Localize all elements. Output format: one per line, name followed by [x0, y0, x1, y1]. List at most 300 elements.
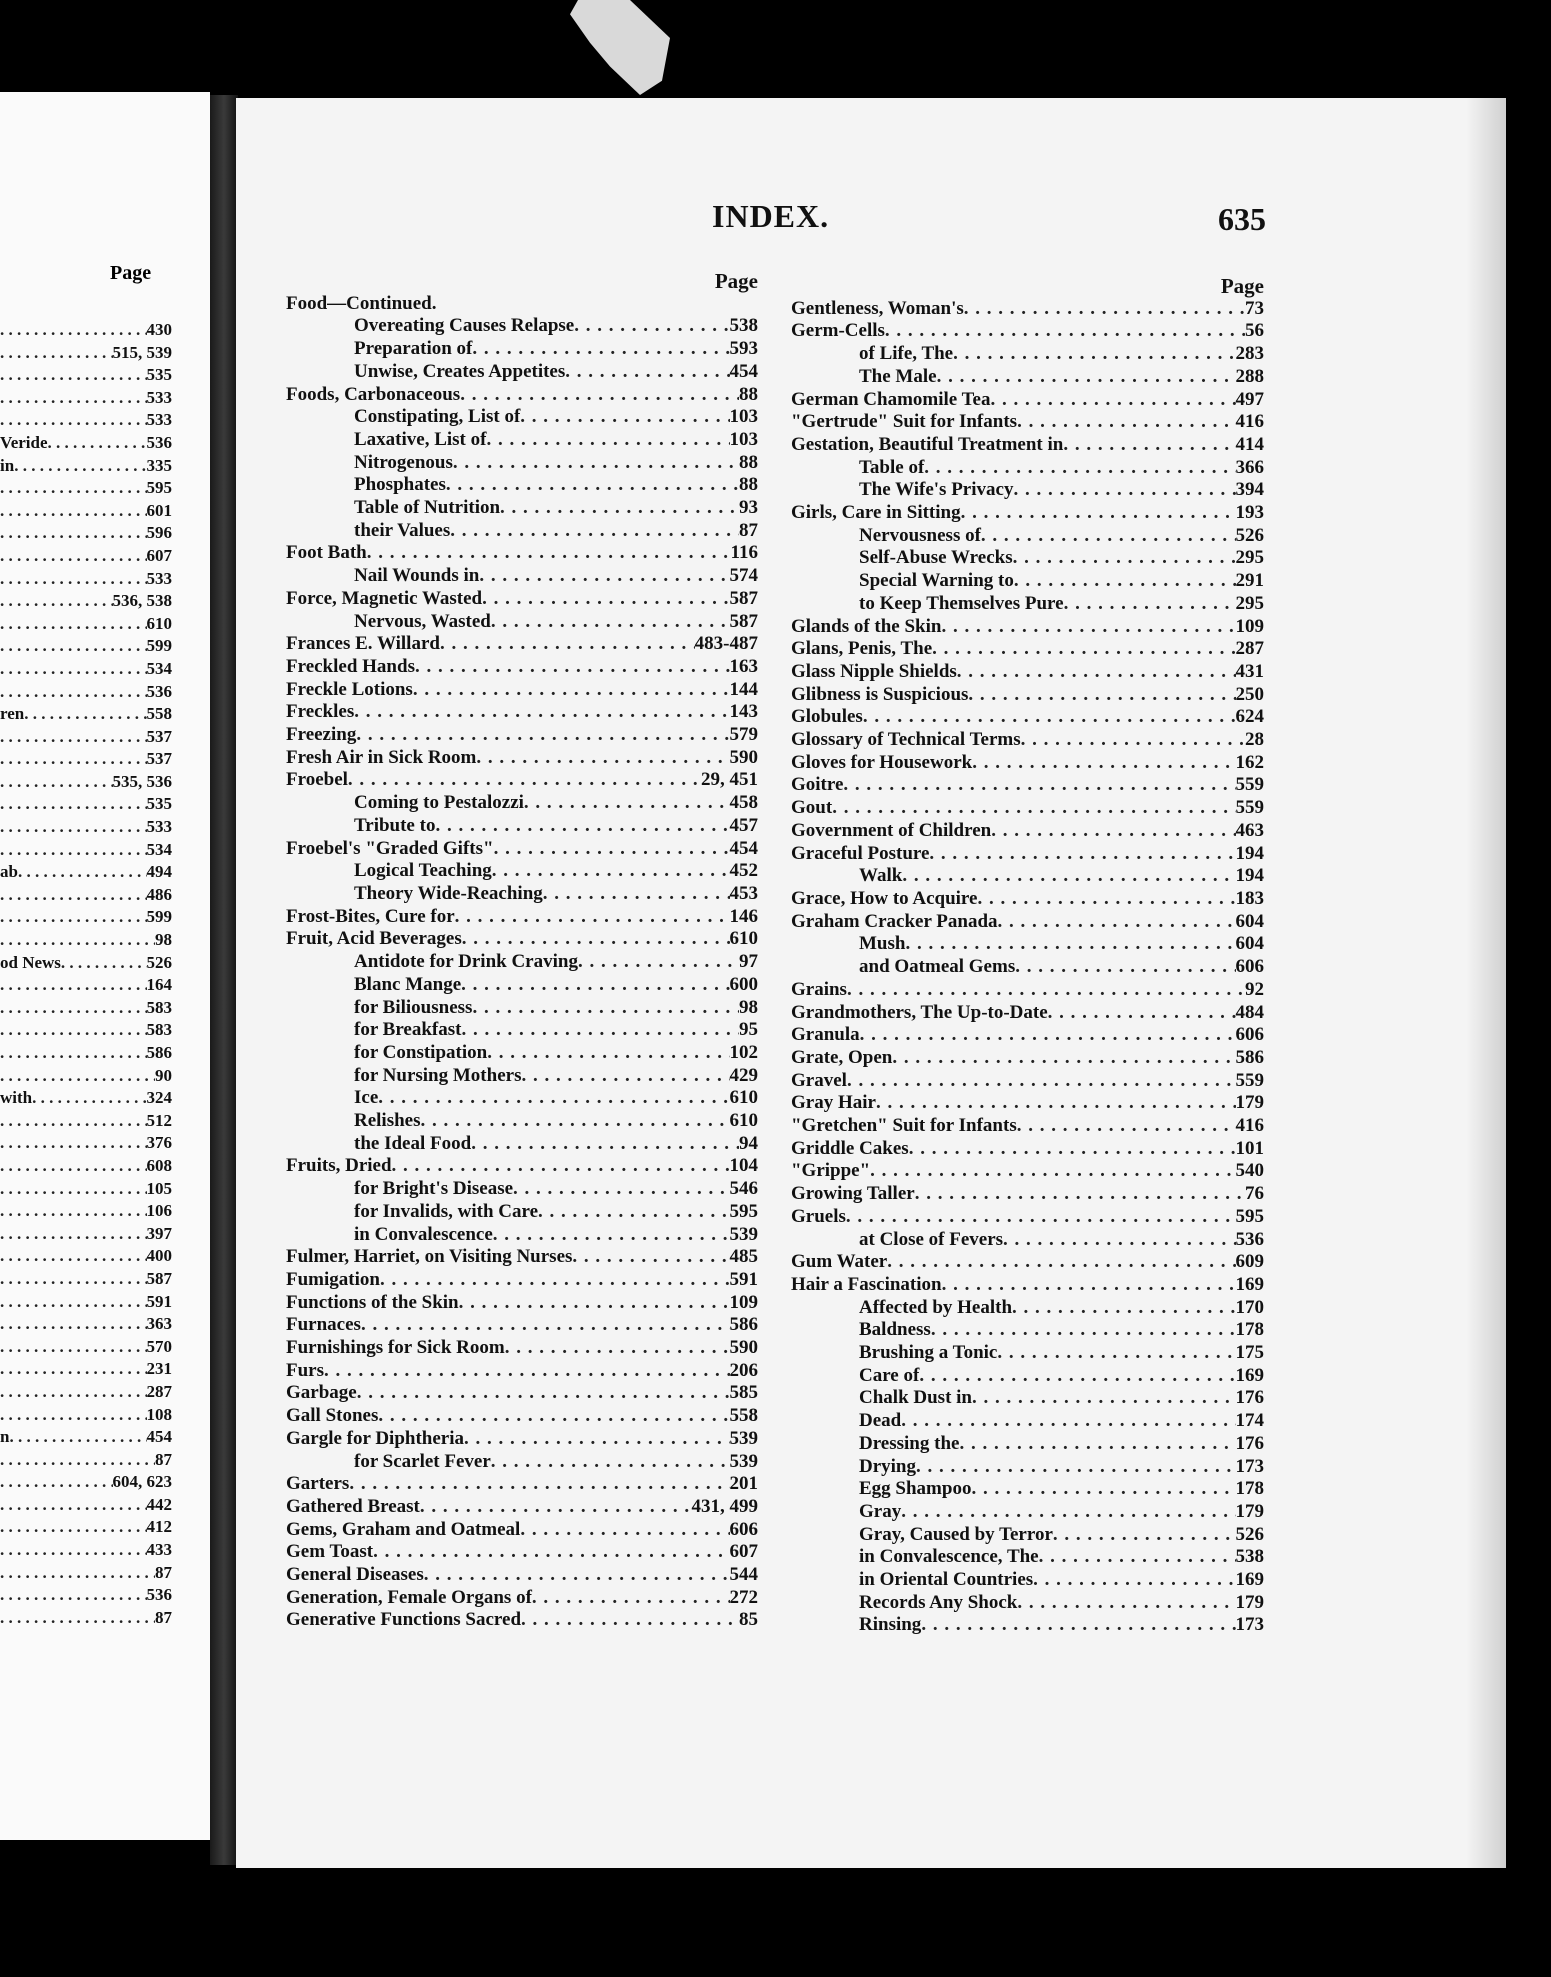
entry-page: 366: [1235, 456, 1264, 478]
index-entry: [286, 724, 758, 747]
index-entry: [791, 1569, 1264, 1592]
entry-page: 376: [146, 1133, 172, 1153]
entry-term: Gargle for Diphtheria: [286, 1427, 465, 1449]
entry-page: 610: [729, 1110, 758, 1132]
entry-term: Brushing a Tonic: [859, 1342, 998, 1364]
leader-dots: [1012, 1297, 1235, 1320]
entry-page: 179: [1235, 1092, 1264, 1114]
leader-dots: [455, 906, 730, 929]
leader-dots: [1017, 1592, 1235, 1615]
index-entry: [286, 1428, 758, 1451]
index-entry: [791, 1592, 1264, 1615]
leader-dots: [971, 1478, 1235, 1501]
index-entry: [286, 815, 758, 838]
entry-term: Preparation of: [354, 338, 473, 360]
index-entry: [286, 928, 758, 951]
entry-term: and Oatmeal Gems: [859, 956, 1016, 978]
entry-page: 324: [146, 1088, 172, 1108]
entry-page: 250: [1235, 683, 1264, 705]
entry-term: Granula: [791, 1024, 860, 1046]
entry-page: 98: [739, 996, 758, 1018]
leader-dots: [367, 542, 731, 565]
entry-page: 610: [146, 613, 172, 633]
index-entry: [791, 1115, 1264, 1138]
entry-term: Glibness is Suspicious: [791, 683, 969, 705]
leader-dots: [0, 319, 147, 342]
index-entry: [0, 1404, 172, 1427]
column-header: Page: [714, 269, 758, 293]
index-entry: [286, 951, 758, 974]
entry-page: 414: [1235, 433, 1264, 455]
entry-term: General Diseases: [286, 1564, 424, 1586]
index-entry: [0, 545, 172, 568]
running-head: INDEX.: [712, 198, 830, 234]
leader-dots: [0, 635, 147, 658]
entry-page: 143: [729, 701, 758, 723]
index-entry: [286, 1519, 758, 1542]
entry-page: 442: [146, 1494, 172, 1514]
entry-term: Gravel: [791, 1069, 847, 1091]
left-page: [0, 92, 210, 1840]
leader-dots: [0, 748, 147, 771]
entry-page: 604, 623: [112, 1472, 172, 1492]
index-entry: [791, 865, 1264, 888]
entry-page: 87: [155, 1562, 172, 1582]
leader-dots: [420, 1496, 692, 1519]
entry-page: 174: [1235, 1410, 1264, 1432]
entry-term: Gestation, Beautiful Treatment in: [791, 433, 1064, 455]
index-entries: [791, 298, 1264, 1637]
leader-dots: [0, 1019, 147, 1042]
entry-page: 287: [146, 1381, 172, 1401]
index-entry: [286, 384, 758, 407]
entry-page: 105: [146, 1178, 172, 1198]
entry-term: Gray Hair: [791, 1092, 876, 1114]
entry-page: 295: [1235, 547, 1264, 569]
leader-dots: [991, 389, 1236, 412]
entry-term: Logical Teaching: [354, 860, 492, 882]
leader-dots: [997, 1342, 1235, 1365]
leader-dots: [578, 951, 739, 974]
leader-dots: [493, 1224, 730, 1247]
index-entry: [0, 387, 172, 410]
index-entry: [286, 1451, 758, 1474]
index-entry: [791, 1160, 1264, 1183]
index-entry: [0, 1065, 172, 1088]
index-entry: [791, 1410, 1264, 1433]
leader-dots: [870, 1160, 1235, 1183]
index-entry: [0, 816, 172, 839]
leader-dots: [863, 706, 1236, 729]
entry-page: 295: [1235, 592, 1264, 614]
leader-dots: [0, 1404, 147, 1427]
index-entry: [286, 1246, 758, 1269]
entry-page: 587: [729, 587, 758, 609]
entry-term: Freckles: [286, 701, 355, 723]
entry-term: Care of: [859, 1364, 920, 1386]
index-entry: [0, 771, 172, 794]
index-entry: [0, 906, 172, 929]
index-entry: [791, 616, 1264, 639]
entry-page: 108: [146, 1404, 172, 1424]
entry-page: 546: [729, 1178, 758, 1200]
leader-dots: [349, 1473, 729, 1496]
leader-dots: [959, 1433, 1235, 1456]
index-entry: [0, 1200, 172, 1223]
entry-term: Egg Shampoo: [859, 1478, 972, 1500]
index-entry: [286, 633, 758, 656]
entry-term: Force, Magnetic Wasted: [286, 587, 483, 609]
leader-dots: [524, 792, 730, 815]
entry-page: 430: [146, 320, 172, 339]
entry-term: Functions of the Skin: [286, 1291, 459, 1313]
leader-dots: [1033, 1569, 1235, 1592]
entry-page: 585: [729, 1382, 758, 1404]
entry-term: Dressing the: [859, 1432, 960, 1454]
leader-dots: [0, 590, 113, 613]
entry-term: Fresh Air in Sick Room: [286, 746, 477, 768]
entry-page: 583: [146, 997, 172, 1017]
leader-dots: [0, 1381, 147, 1404]
leader-dots: [0, 726, 147, 749]
entry-term: in Oriental Countries: [859, 1569, 1034, 1591]
leader-dots: [0, 1042, 147, 1065]
entry-term: Garters: [286, 1473, 350, 1495]
entry-term: The Male: [859, 365, 937, 387]
index-entry: [286, 361, 758, 384]
index-entry: [0, 409, 172, 432]
entry-page: 559: [1235, 797, 1264, 819]
entry-page: 29, 451: [701, 769, 758, 791]
entry-term: for Constipation: [354, 1041, 488, 1063]
entry-term: Gruels: [791, 1205, 846, 1227]
entry-page: 144: [729, 678, 758, 700]
entry-page: 194: [1235, 842, 1264, 864]
leader-dots: [24, 703, 146, 726]
right-page: [236, 98, 1506, 1868]
entry-term: Gathered Breast: [286, 1495, 420, 1517]
entry-term: Gum Water: [791, 1251, 888, 1273]
entry-term: Gout: [791, 797, 833, 819]
entry-term: Furnishings for Sick Room: [286, 1337, 505, 1359]
entry-term: Generative Functions Sacred: [286, 1609, 522, 1631]
entry-page: 535: [146, 365, 172, 385]
entry-page: 88: [739, 451, 758, 473]
index-entry: [791, 1614, 1264, 1637]
entry-term: Nervous, Wasted: [354, 610, 491, 632]
leader-dots: [846, 1206, 1236, 1229]
leader-dots: [0, 906, 147, 929]
entry-term: Freckled Hands: [286, 655, 415, 677]
entry-page: 397: [146, 1223, 172, 1243]
index-entry: [791, 843, 1264, 866]
index-entry: [791, 684, 1264, 707]
entry-term: Phosphates: [354, 474, 446, 496]
leader-dots: [0, 1562, 155, 1585]
index-entry: [791, 752, 1264, 775]
entry-page: 515, 539: [112, 342, 172, 362]
entry-page: 179: [1235, 1500, 1264, 1522]
entry-page: 87: [155, 1449, 172, 1469]
leader-dots: [0, 364, 147, 387]
index-entry: [0, 884, 172, 907]
leader-dots: [413, 679, 730, 702]
entry-term: Mush: [859, 933, 906, 955]
entry-term: Drying: [859, 1455, 916, 1477]
leader-dots: [0, 1358, 147, 1381]
index-entry: [0, 1336, 172, 1359]
index-entry: [286, 1065, 758, 1088]
entry-page: 607: [729, 1541, 758, 1563]
index-entry: [0, 974, 172, 997]
leader-dots: [921, 1614, 1235, 1637]
entry-term: Freckle Lotions: [286, 678, 413, 700]
leader-dots: [1017, 1115, 1236, 1138]
entry-term: Constipating, List of: [354, 406, 521, 428]
entry-page: 526: [146, 952, 172, 972]
leader-dots: [354, 701, 729, 724]
entry-page: 109: [729, 1291, 758, 1313]
leader-dots: [1013, 547, 1236, 570]
leader-dots: [892, 1047, 1235, 1070]
index-entry: [791, 343, 1264, 366]
leader-dots: [0, 1516, 147, 1539]
index-entry: [286, 1224, 758, 1247]
index-entry: [791, 525, 1264, 548]
leader-dots: [392, 1155, 730, 1178]
entry-page: 539: [729, 1450, 758, 1472]
entry-term: Self-Abuse Wrecks: [859, 547, 1013, 569]
index-entry: [0, 1562, 172, 1585]
leader-dots: [1063, 434, 1235, 457]
index-entry: [791, 1546, 1264, 1569]
index-entry: [791, 638, 1264, 661]
entry-page: 595: [1235, 1205, 1264, 1227]
index-entry: [791, 1478, 1264, 1501]
entry-term: n: [0, 1427, 10, 1447]
leader-dots: [0, 929, 155, 952]
leader-dots: [885, 320, 1245, 343]
entry-page: 88: [739, 383, 758, 405]
leader-dots: [14, 455, 146, 478]
leader-dots: [348, 769, 701, 792]
leader-dots: [356, 724, 729, 747]
leader-dots: [9, 1426, 146, 1449]
entry-page: 536: [146, 432, 172, 452]
index-entry: [0, 952, 172, 975]
entry-term: Rinsing: [859, 1614, 922, 1636]
leader-dots: [543, 883, 730, 906]
index-entry: [791, 820, 1264, 843]
leader-dots: [977, 888, 1235, 911]
leader-dots: [991, 820, 1235, 843]
entry-page: 90: [155, 1065, 172, 1085]
index-entry: [286, 452, 758, 475]
entry-page: 104: [729, 1155, 758, 1177]
index-entry: [0, 1019, 172, 1042]
index-entry: [0, 1178, 172, 1201]
entry-page: 559: [1235, 774, 1264, 796]
leader-dots: [1013, 479, 1235, 502]
entry-term: Fumigation: [286, 1268, 380, 1290]
leader-dots: [860, 1024, 1236, 1047]
index-entry: [791, 1274, 1264, 1297]
entry-page: 497: [1235, 388, 1264, 410]
index-entry: [286, 1087, 758, 1110]
entry-page: 558: [729, 1405, 758, 1427]
leader-dots: [0, 974, 147, 997]
leader-dots: [0, 658, 147, 681]
entry-page: 559: [1235, 1069, 1264, 1091]
index-entry: [791, 1024, 1264, 1047]
entry-page: 94: [739, 1132, 758, 1154]
leader-dots: [847, 1070, 1236, 1093]
leader-dots: [462, 928, 730, 951]
entry-term: Growing Taller: [791, 1183, 915, 1205]
entry-page: 596: [146, 523, 172, 543]
leader-dots: [0, 681, 147, 704]
entry-term: for Invalids, with Care: [354, 1200, 539, 1222]
entry-page: 539: [729, 1427, 758, 1449]
leader-dots: [0, 1178, 147, 1201]
leader-dots: [0, 839, 147, 862]
entry-page: 335: [146, 455, 172, 475]
index-entry: [791, 479, 1264, 502]
leader-dots: [0, 1607, 155, 1630]
entry-page: 599: [146, 636, 172, 656]
index-entry: [0, 1584, 172, 1607]
entry-term: for Nursing Mothers: [354, 1064, 522, 1086]
leader-dots: [464, 1428, 729, 1451]
entry-page: 609: [1235, 1251, 1264, 1273]
entry-page: 109: [1235, 615, 1264, 637]
index-entry: [0, 1132, 172, 1155]
index-entry: [286, 1496, 758, 1519]
index-entry: [0, 568, 172, 591]
entry-page: 536: [1235, 1228, 1264, 1250]
entry-page: 604: [1235, 910, 1264, 932]
index-entry: [0, 477, 172, 500]
index-entry: [791, 1501, 1264, 1524]
entry-page: 595: [146, 478, 172, 498]
leader-dots: [0, 1494, 147, 1517]
leader-dots: [1015, 956, 1235, 979]
entry-page: 604: [1235, 933, 1264, 955]
entry-page: 103: [729, 428, 758, 450]
entry-page: 173: [1235, 1614, 1264, 1636]
leader-dots: [876, 1092, 1236, 1115]
index-entry: [791, 1251, 1264, 1274]
entry-term: Glans, Penis, The: [791, 638, 933, 660]
entry-page: 173: [1235, 1455, 1264, 1477]
leader-dots: [902, 865, 1235, 888]
leader-dots: [0, 1110, 147, 1133]
leader-dots: [373, 1541, 729, 1564]
index-entry: [791, 888, 1264, 911]
entry-term: Theory Wide-Reaching: [354, 882, 543, 904]
index-entry: [286, 315, 758, 338]
index-entry: [286, 1133, 758, 1156]
entry-page: 206: [729, 1359, 758, 1381]
index-entry: [0, 839, 172, 862]
index-entry: [0, 1358, 172, 1381]
leader-dots: [492, 860, 730, 883]
entry-term: Girls, Care in Sitting: [791, 502, 961, 524]
entry-page: 431: [1235, 660, 1264, 682]
entry-term: Frances E. Willard: [286, 633, 440, 655]
index-entry: [286, 1564, 758, 1587]
entry-page: 179: [1235, 1591, 1264, 1613]
leader-dots: [500, 497, 739, 520]
entry-term: Relishes: [354, 1110, 421, 1132]
entry-page: 454: [729, 360, 758, 382]
index-entry: [791, 774, 1264, 797]
leader-dots: [0, 545, 147, 568]
entry-term: Baldness: [859, 1319, 931, 1341]
leader-dots: [968, 684, 1235, 707]
entry-page: 599: [146, 907, 172, 927]
leader-dots: [0, 568, 147, 591]
index-entry: [0, 1223, 172, 1246]
index-entry: [0, 1042, 172, 1065]
entry-term: Grandmothers, The Up-to-Date: [791, 1001, 1048, 1023]
index-entry: [286, 497, 758, 520]
leader-dots: [1021, 729, 1245, 752]
leader-dots: [937, 366, 1236, 389]
index-entry: [791, 298, 1264, 321]
entry-term: with: [0, 1088, 33, 1108]
entry-term: for Bright's Disease: [354, 1178, 514, 1200]
index-entry: [286, 520, 758, 543]
page-number: 635: [1218, 201, 1266, 237]
leader-dots: [521, 1065, 729, 1088]
index-entry: [791, 1183, 1264, 1206]
entry-term: Records Any Shock: [859, 1591, 1018, 1613]
entry-page: 610: [729, 1087, 758, 1109]
entry-term: Griddle Cakes: [791, 1137, 909, 1159]
entry-page: 452: [729, 860, 758, 882]
index-entry: [0, 1291, 172, 1314]
entry-page: 201: [729, 1473, 758, 1495]
leader-dots: [565, 361, 729, 384]
entry-page: 606: [1235, 1024, 1264, 1046]
left-page-header: Page: [110, 262, 152, 284]
index-entry: [286, 1541, 758, 1564]
entry-page: 586: [146, 1043, 172, 1062]
entry-page: 101: [1235, 1137, 1264, 1159]
index-entry: [286, 679, 758, 702]
leader-dots: [953, 343, 1235, 366]
entry-page: 533: [146, 568, 172, 588]
entry-page: 170: [1235, 1296, 1264, 1318]
index-entry: [286, 747, 758, 770]
entry-page: 536, 538: [112, 591, 172, 611]
entry-page: 624: [1235, 706, 1264, 728]
entry-page: 484: [1235, 1001, 1264, 1023]
entry-term: Gems, Graham and Oatmeal: [286, 1518, 521, 1540]
leader-dots: [0, 522, 147, 545]
entry-page: 92: [1245, 978, 1264, 1000]
index-entry: [286, 1337, 758, 1360]
entry-page: 291: [1235, 570, 1264, 592]
entry-page: 162: [1235, 751, 1264, 773]
entry-term: od News: [0, 952, 61, 972]
leader-dots: [998, 911, 1236, 934]
leader-dots: [0, 997, 147, 1020]
left-page-entries: [0, 319, 172, 1629]
entry-term: Goitre: [791, 774, 844, 796]
index-entry: [791, 1206, 1264, 1229]
